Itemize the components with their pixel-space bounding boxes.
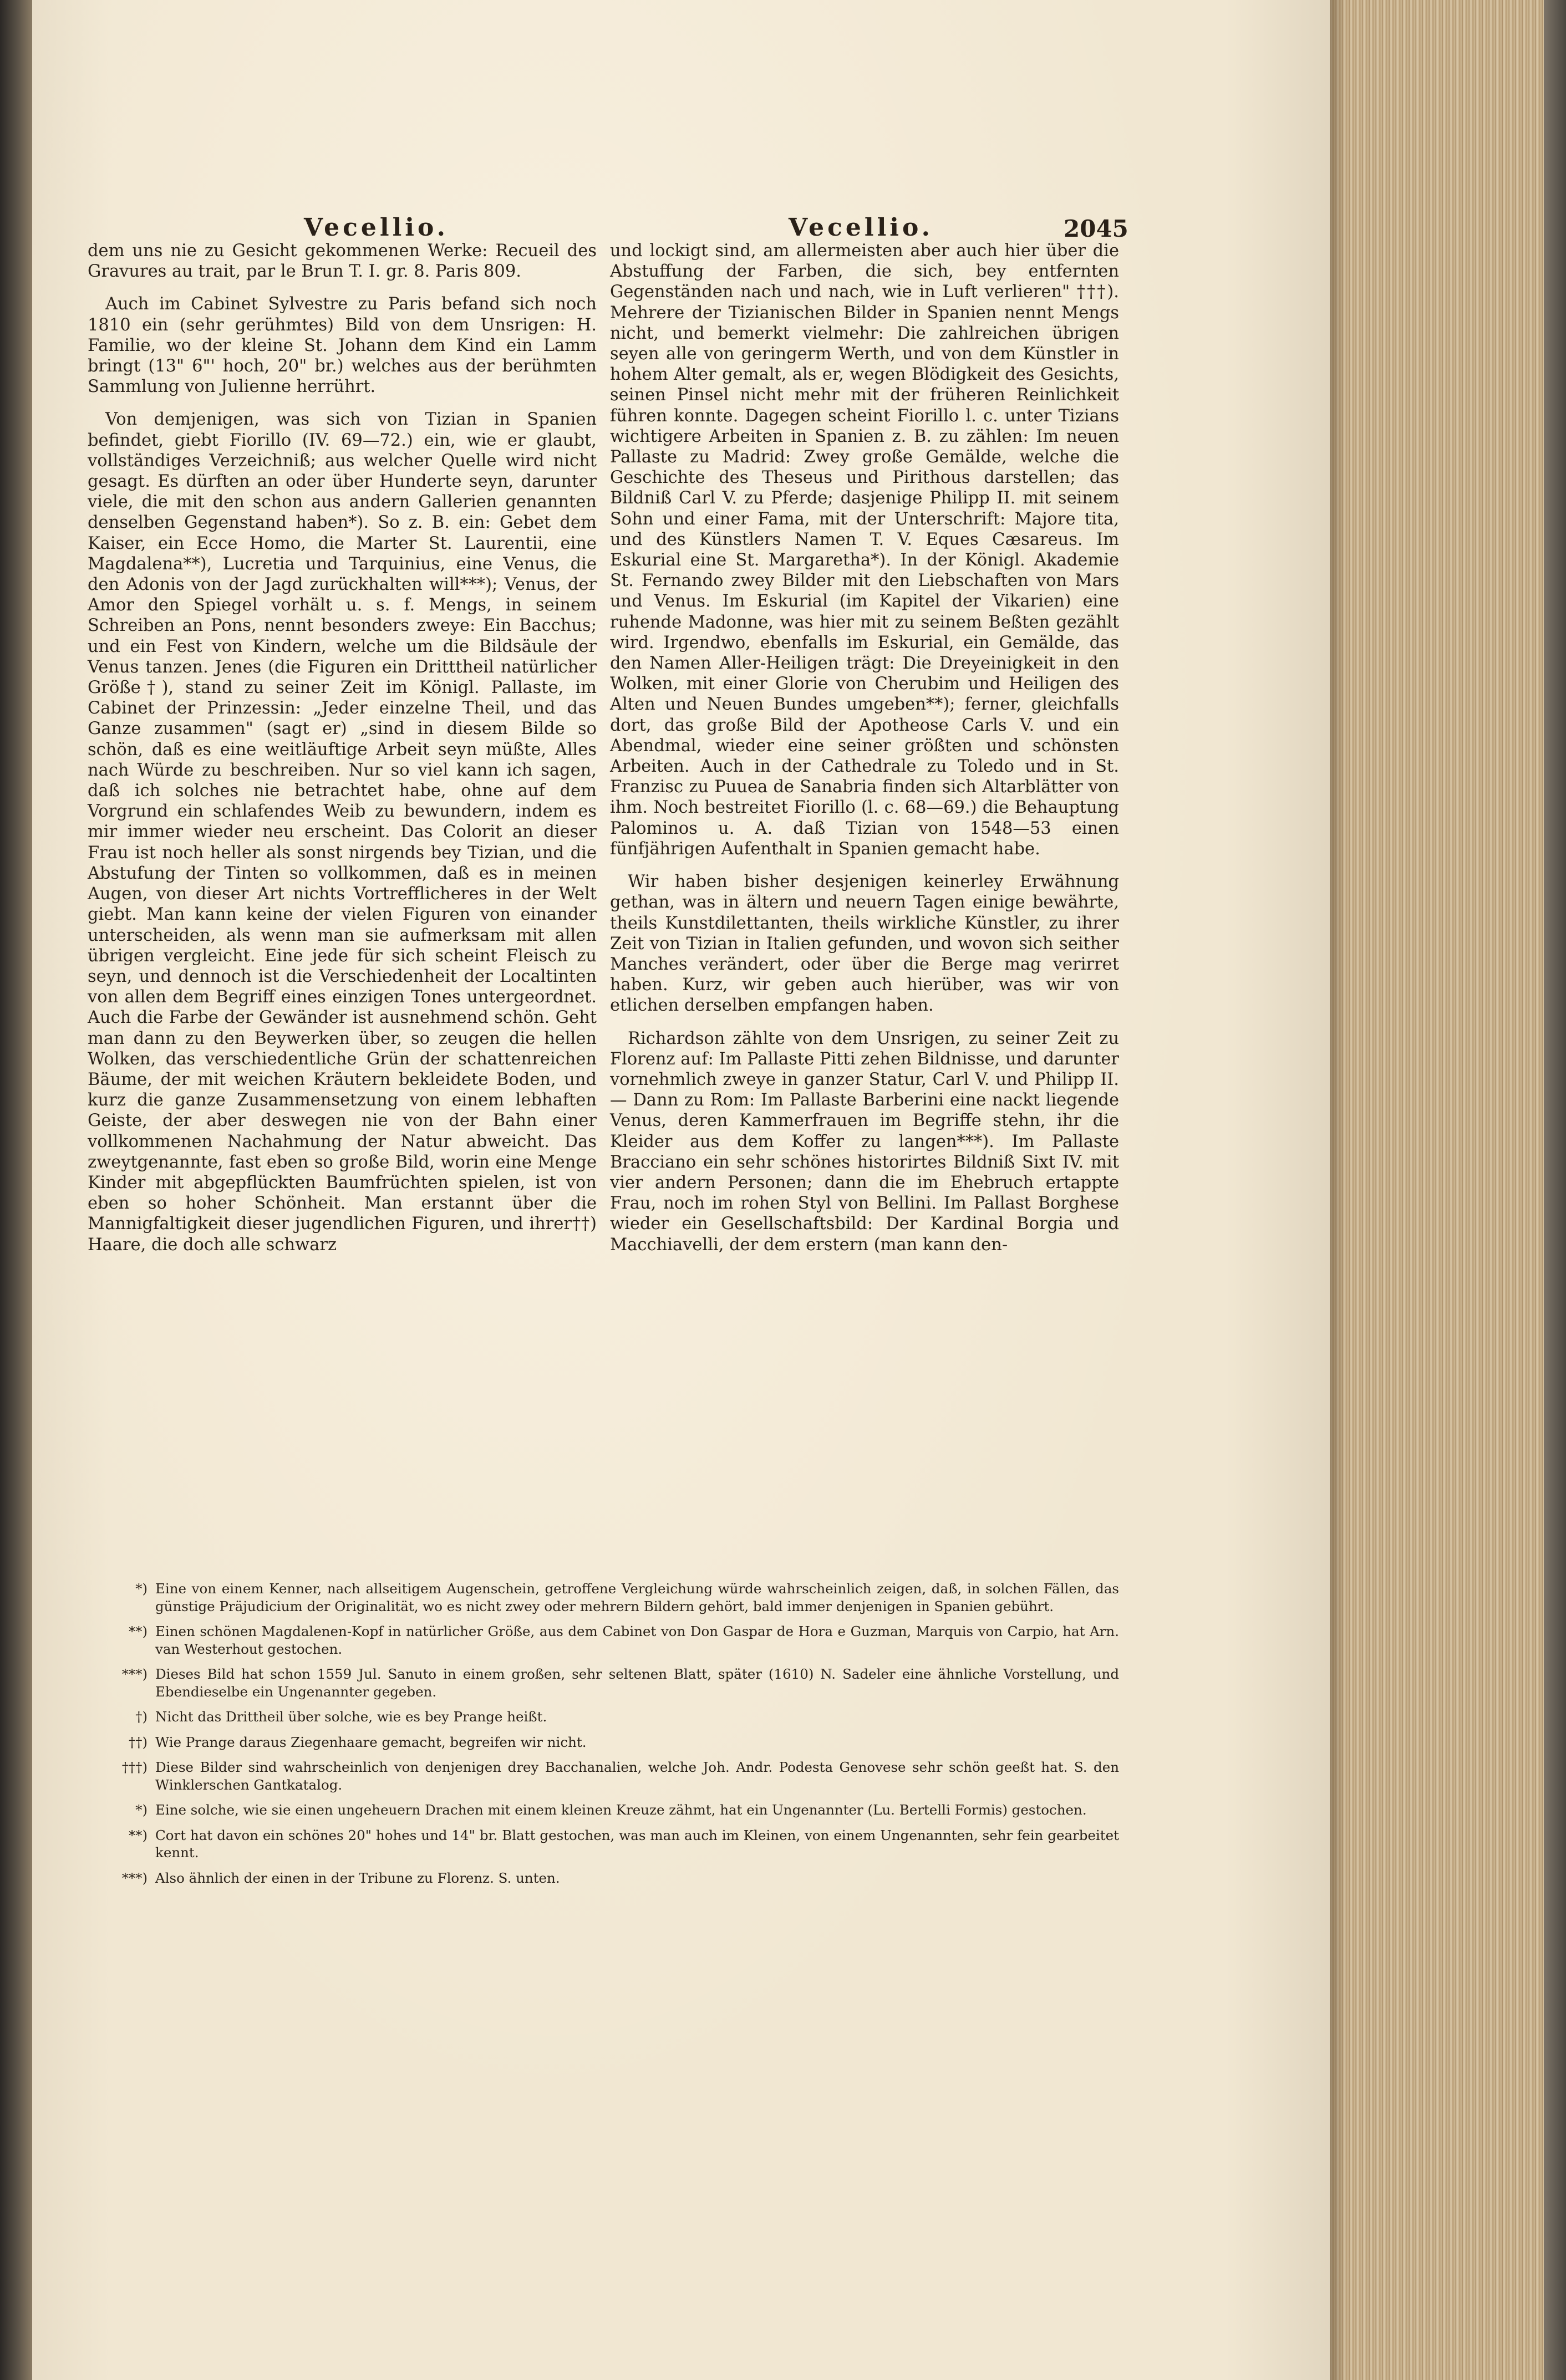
footnote-text: Wie Prange daraus Ziegenhaare gemacht, begreifen wir nicht. <box>155 1734 587 1750</box>
right-paragraph: Wir haben bisher desjenigen keinerley Erwähnung gethan, was in ältern und neuern Tagen einige bewährte, theils Kunstdilettanten, theils wirkliche Künstler, zu ihrer Zeit von Tizian in Italien gefunden, und wovon sich seither Manches verändert, oder über die Berge mag verirret haben. Kurz, wir geben auch hierüber, was wir von etlichen derselben empfangen haben. <box>610 872 1119 1016</box>
facing-page-edge <box>0 0 32 2380</box>
footnote <box>88 1869 1119 1887</box>
footnote <box>88 1734 1119 1751</box>
footnote-mark: **) <box>128 1827 148 1843</box>
page-block-edge <box>1330 0 1566 2380</box>
left-paragraph: Auch im Cabinet Sylvestre zu Paris befand sich noch 1810 ein (sehr gerühmtes) Bild von dem Unsrigen: H. Familie, wo der kleine St. Johann dem Kind ein Lamm bringt (13" 6"' hoch, 20" br.) welches aus der berühmten Sammlung von Julienne herrührt. <box>88 294 597 397</box>
footnote-text: Cort hat davon ein schönes 20" hohes und 14" br. Blatt gestochen, was man auch im Kleinen, von einem Ungenannten, sehr fein gearbeitet kennt. <box>155 1827 1119 1861</box>
footnote-mark: ***) <box>121 1869 148 1886</box>
right-paragraph: Richardson zählte von dem Unsrigen, zu seiner Zeit zu Florenz auf: Im Pallaste Pitti zehen Bildnisse, und darunter vornehmlich zweye in ganzer Statur, Carl V. und Philipp II. — Dann zu Rom: Im Pallaste Barberini eine nackt liegende Venus, deren Kammerfrauen im Begriffe stehn, ihr die Kleider aus dem Koffer zu langen***). Im Pallaste Bracciano ein sehr schönes historirtes Bildniß Sixt IV. mit vier andern Personen; dann die im Ehebruch ertappte Frau, noch im rohen Styl von Bellini. Im Pallast Borghese wieder ein Gesellschaftsbild: Der Kardinal Borgia und Macchiavelli, der dem erstern (man kann den- <box>610 1028 1119 1255</box>
footnote-mark: ***) <box>121 1666 148 1682</box>
running-head-right: Vecellio. <box>789 213 933 242</box>
footnote-mark: †††) <box>121 1759 148 1775</box>
footnote-mark: *) <box>135 1802 148 1818</box>
footnote-text: Eine von einem Kenner, nach allseitigem Augenschein, getroffene Vergleichung würde wahrscheinlich zeigen, daß, in solchen Fällen, das günstige Präjudicium der Originalität, wo es nicht zwey oder mehrern Bildern gehört, bald immer denjenigen in Spanien gebührt. <box>155 1581 1119 1614</box>
footnote <box>88 1708 1119 1726</box>
footnote-mark: **) <box>128 1623 148 1639</box>
footnote-text: Dieses Bild hat schon 1559 Jul. Sanuto in einem großen, sehr seltenen Blatt, später (1610) N. Sadeler eine ähnliche Vorstellung, und Ebendieselbe ein Ungenannter gegeben. <box>155 1666 1119 1700</box>
right-paragraph: und lockigt sind, am allermeisten aber auch hier über die Abstuffung der Farben, die sich, bey entfernten Gegenständen nach und nach, wie in Luft verlieren" †††). Mehrere der Tizianischen Bilder in Spanien nennt Mengs nicht, und bemerkt vielmehr: Die zahlreichen übrigen seyen alle von geringerm Werth, und von dem Künstler in hohem Alter gemalt, als er, wegen Blödigkeit des Gesichts, seinen Pinsel nicht mehr mit der früheren Reinlichkeit führen konnte. Dagegen scheint Fiorillo l. c. unter Tizians wichtigere Arbeiten in Spanien z. B. zu zählen: Im neuen Pallaste zu Madrid: Zwey große Gemälde, welche die Geschichte des Theseus und Pirithous darstellen; das Bildniß Carl V. zu Pferde; dasjenige Philipp II. mit seinem Sohn und einer Fama, mit der Unterschrift: Majore tita, und des Künstlers Namen T. V. Eques Cæsareus. Im Eskurial eine St. Margaretha*). In der Königl. Akademie St. Fernando zwey Bilder mit den Liebschaften von Mars und Venus. Im Eskurial (im Kapitel der Vikarien) eine ruhende Madonne, was hier mit zu seinem Beßten gezählt wird. Irgendwo, ebenfalls im Eskurial, ein Gemälde, das den Namen Aller-Heiligen trägt: Die Dreyeinigkeit in den Wolken, mit einer Glorie von Cherubim und Heiligen des Alten und Neuen Bundes umgeben**); ferner, gleichfalls dort, das große Bild der Apotheose Carls V. und ein Abendmal, wieder eine seiner größten und schönsten Arbeiten. Auch in der Cathedrale zu Toledo und in St. Franzisc zu Puuea de Sanabria finden sich Altarblätter von ihm. Noch bestreitet Fiorillo (l. c. 68—69.) die Behauptung Palominos u. A. daß Tizian von 1548—53 einen fünfjährigen Aufenthalt in Spanien gemacht habe. <box>610 241 1119 859</box>
footnote <box>88 1623 1119 1658</box>
footnote-mark: †) <box>135 1709 148 1725</box>
footnote-mark: *) <box>135 1581 148 1597</box>
book-cover-edge <box>1544 0 1566 2380</box>
footnotes <box>88 1580 1119 1894</box>
right-column <box>610 241 1119 1267</box>
page-number: 2045 <box>1064 215 1128 242</box>
footnote <box>88 1827 1119 1862</box>
footnote-text: Einen schönen Magdalenen-Kopf in natürlicher Größe, aus dem Cabinet von Don Gaspar de Hora e Guzman, Marquis von Carpio, hat Arn. van Westerhout gestochen. <box>155 1623 1119 1657</box>
footnote-text: Diese Bilder sind wahrscheinlich von denjenigen drey Bacchanalien, welche Joh. Andr. Podesta Genovese sehr schön geeßt hat. S. den Winklerschen Gantkatalog. <box>155 1759 1119 1793</box>
running-head-left: Vecellio. <box>304 213 449 242</box>
footnote-text: Nicht das Drittheil über solche, wie es bey Prange heißt. <box>155 1709 547 1725</box>
footnote <box>88 1665 1119 1700</box>
left-paragraph: dem uns nie zu Gesicht gekommenen Werke: Recueil des Gravures au trait, par le Brun T. I. gr. 8. Paris 809. <box>88 241 597 282</box>
footnote-mark: ††) <box>128 1734 148 1750</box>
left-paragraph: Von demjenigen, was sich von Tizian in Spanien befindet, giebt Fiorillo (IV. 69—72.) ein, wie er glaubt, vollständiges Verzeichniß; aus welcher Quelle wird nicht gesagt. Es dürften an oder über Hunderte seyn, darunter viele, die mit den schon aus andern Gallerien genannten denselben Gegenstand haben*). So z. B. ein: Gebet dem Kaiser, ein Ecce Homo, die Marter St. Laurentii, eine Magdalena**), Lucretia und Tarquinius, eine Venus, die den Adonis von der Jagd zurückhalten will***); Venus, der Amor den Spiegel vorhält u. s. f. Mengs, in seinem Schreiben an Pons, nennt besonders zweye: Ein Bacchus; und ein Fest von Kindern, welche um die Bildsäule der Venus tanzen. Jenes (die Figuren ein Dritttheil natürlicher Größe†), stand zu seiner Zeit im Königl. Pallaste, im Cabinet der Prinzessin: „Jeder einzelne Theil, und das Ganze zusammen" (sagt er) „sind in diesem Bilde so schön, daß es eine weitläuftige Arbeit seyn müßte, Alles nach Würde zu beschreiben. Nur so viel kann ich sagen, daß ich solches nie betrachtet habe, ohne auf dem Vorgrund ein schlafendes Weib zu bewundern, indem es mir immer wieder neu erscheint. Das Colorit an dieser Frau ist noch heller als sonst nirgends bey Tizian, und die Abstufung der Tinten so vollkommen, daß es in meinen Augen, von dieser Art nichts Vortrefflicheres in der Welt giebt. Man kann keine der vielen Figuren von einander unterscheiden, als wenn man sie aufmerksam mit allen übrigen vergleicht. Eine jede für sich scheint Fleisch zu seyn, und dennoch ist die Verschiedenheit der Localtinten von allen dem Begriff eines einzigen Tones untergeordnet. Auch die Farbe der Gewänder ist ausnehmend schön. Geht man dann zu den Beywerken über, so zeugen die hellen Wolken, das verschiedentliche Grün der schattenreichen Bäume, der mit weichen Kräutern bekleidete Boden, und kurz die ganze Zusammensetzung von einem lebhaften Geiste, der aber deswegen nie von der Bahn einer vollkommenen Nachahmung der Natur abweicht. Das zweytgenannte, fast eben so große Bild, worin eine Menge Kinder mit abgepflückten Baumfrüchten spielen, ist von eben so hoher Schönheit. Man erstannt über die Mannigfaltigkeit dieser jugendlichen Figuren, und ihrer††) Haare, die doch alle schwarz <box>88 410 597 1255</box>
footnote <box>88 1801 1119 1819</box>
left-column <box>88 241 597 1267</box>
footnote-text: Eine solche, wie sie einen ungeheuern Drachen mit einem kleinen Kreuze zähmt, hat ein Ungenannter (Lu. Bertelli Formis) gestochen. <box>155 1802 1087 1818</box>
footnote-text: Also ähnlich der einen in der Tribune zu Florenz. S. unten. <box>155 1869 560 1886</box>
footnote <box>88 1759 1119 1793</box>
footnote <box>88 1580 1119 1615</box>
